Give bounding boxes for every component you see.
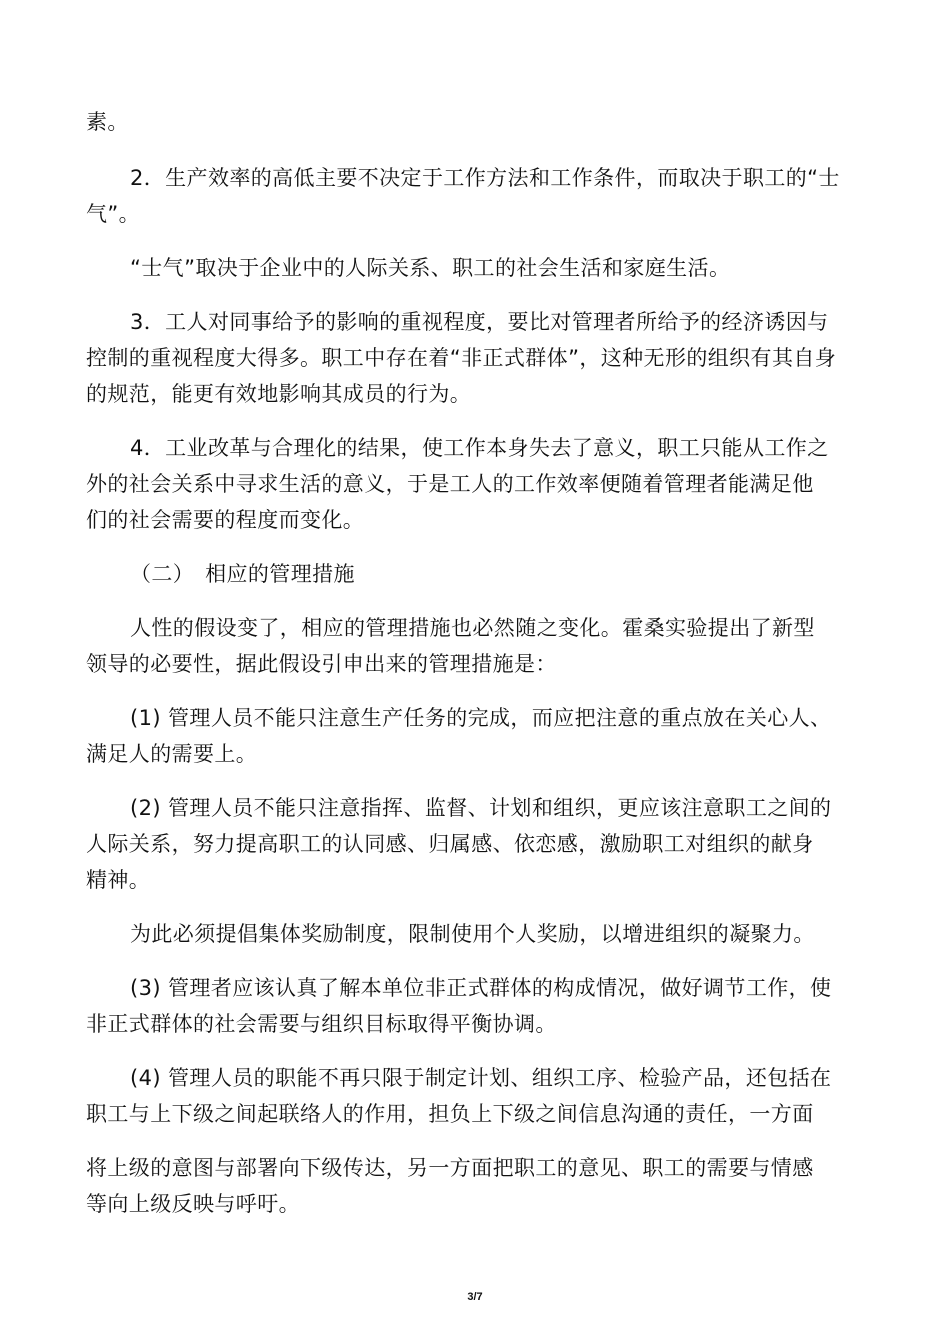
text-line: 外的社会关系中寻求生活的意义，于是工人的工作效率便随着管理者能满足他 [86,472,814,496]
text-line: 们的社会需要的程度而变化。 [86,508,365,532]
text-line: 2．生产效率的高低主要不决定于工作方法和工作条件，而取决于职工的“士 [130,166,840,190]
text-line: (2) 管理人员不能只注意指挥、监督、计划和组织，更应该注意职工之间的 [130,796,832,820]
text-line: (1) 管理人员不能只注意生产任务的完成，而应把注意的重点放在关心人、 [130,706,832,730]
text-line: 3．工人对同事给予的影响的重视程度，要比对管理者所给予的经济诱因与 [130,310,829,334]
text-line: 非正式群体的社会需要与组织目标取得平衡协调。 [86,1012,557,1036]
text-line: 控制的重视程度大得多。职工中存在着“非正式群体”，这种无形的组织有其自身 [86,346,837,370]
text-line: (3) 管理者应该认真了解本单位非正式群体的构成情况，做好调节工作，使 [130,976,832,1000]
text-line: 的规范，能更有效地影响其成员的行为。 [86,382,472,406]
text-line: 领导的必要性，据此假设引申出来的管理措施是： [86,652,557,676]
text-line: 气”。 [86,202,141,226]
text-line: 精神。 [86,868,151,892]
text-line: 将上级的意图与部署向下级传达，另一方面把职工的意见、职工的需要与情感 [86,1156,814,1180]
section-heading: （二） 相应的管理措施 [130,562,355,586]
text-line: 满足人的需要上。 [86,742,258,766]
text-line: 人际关系，努力提高职工的认同感、归属感、依恋感，激励职工对组织的献身 [86,832,814,856]
text-line: (4) 管理人员的职能不再只限于制定计划、组织工序、检验产品，还包括在 [130,1066,832,1090]
text-line: 4．工业改革与合理化的结果，使工作本身失去了意义，职工只能从工作之 [130,436,829,460]
text-line: 职工与上下级之间起联络人的作用，担负上下级之间信息沟通的责任，一方面 [86,1102,814,1126]
text-line: 人性的假设变了，相应的管理措施也必然随之变化。霍桑实验提出了新型 [130,616,815,640]
page-number: 3/7 [467,1291,483,1303]
text-line: 为此必须提倡集体奖励制度，限制使用个人奖励，以增进组织的凝聚力。 [130,922,815,946]
text-line: 素。 [86,110,129,134]
text-line: “士气”取决于企业中的人际关系、职工的社会生活和家庭生活。 [130,256,731,280]
text-line: 等向上级反映与呼吁。 [86,1192,300,1216]
